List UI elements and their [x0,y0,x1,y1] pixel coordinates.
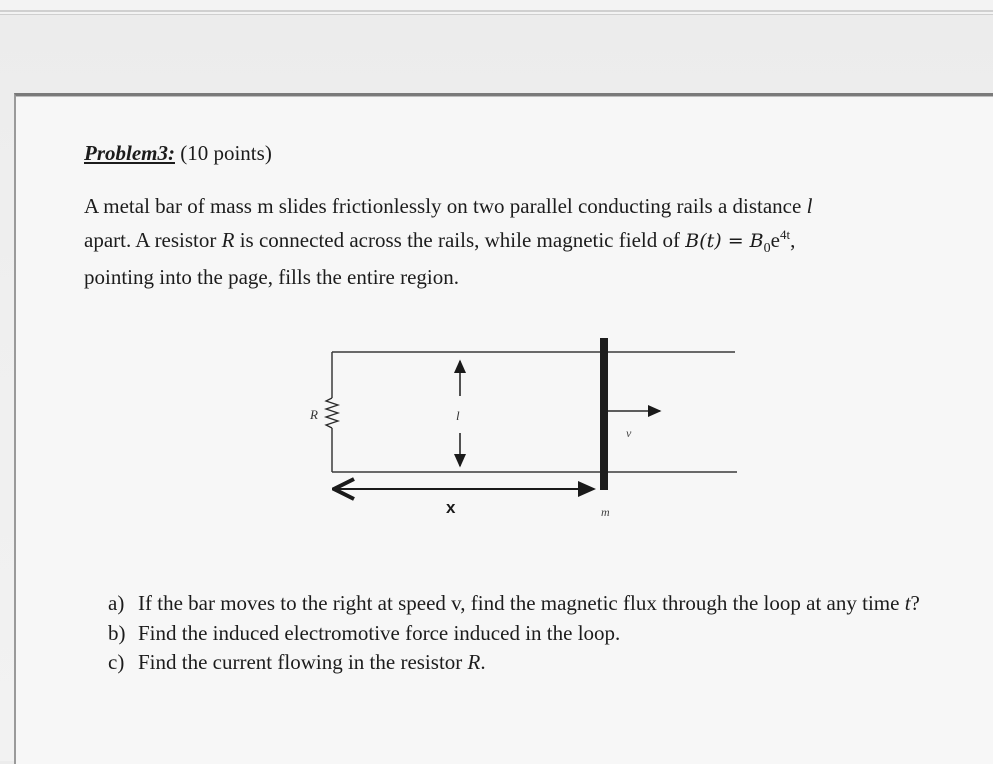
metal-bar [600,338,608,490]
statement-var-l: l [806,194,813,218]
question-var: R [467,650,481,674]
question-c [108,648,968,678]
problem-label: Problem3: [84,141,175,165]
statement-text: A metal bar of mass m slides frictionlessly on two parallel conducting rails a distance [84,194,807,218]
velocity-label: v [626,426,632,440]
position-label: x [446,498,456,517]
mass-label: m [601,505,610,519]
question-letter: c) [108,650,125,674]
question-var: t [904,591,911,615]
question-text: ? [910,591,920,615]
statement-text: is connected across the rails, while magnetic field of [234,227,686,252]
statement-var-r: R [221,227,235,252]
resistor-zigzag [326,398,338,428]
statement-text: , [790,227,796,252]
spacing-label: l [456,408,460,423]
question-letter: b) [108,620,126,645]
question-b [108,619,968,649]
question-text: Find the induced electromotive force induced in the loop. [138,620,621,645]
statement-line-3: pointing into the page, fills the entire region. [84,265,459,290]
statement-text: apart. A resistor [84,227,222,252]
field-base: e [770,227,780,252]
question-text: Find the current flowing in the resistor [138,650,468,674]
question-letter: a) [108,591,125,615]
problem-points: (10 points) [180,141,272,165]
question-a [108,589,968,619]
question-text: . [480,650,486,674]
field-subscript: 0 [763,240,771,256]
resistor-label: R [310,407,318,422]
field-exponent: 4t [779,226,791,242]
field-expression: B(t) = B [685,229,764,252]
question-list [108,589,968,678]
question-text: If the bar moves to the right at speed v, find the magnetic flux through the loop at any time [138,591,905,615]
